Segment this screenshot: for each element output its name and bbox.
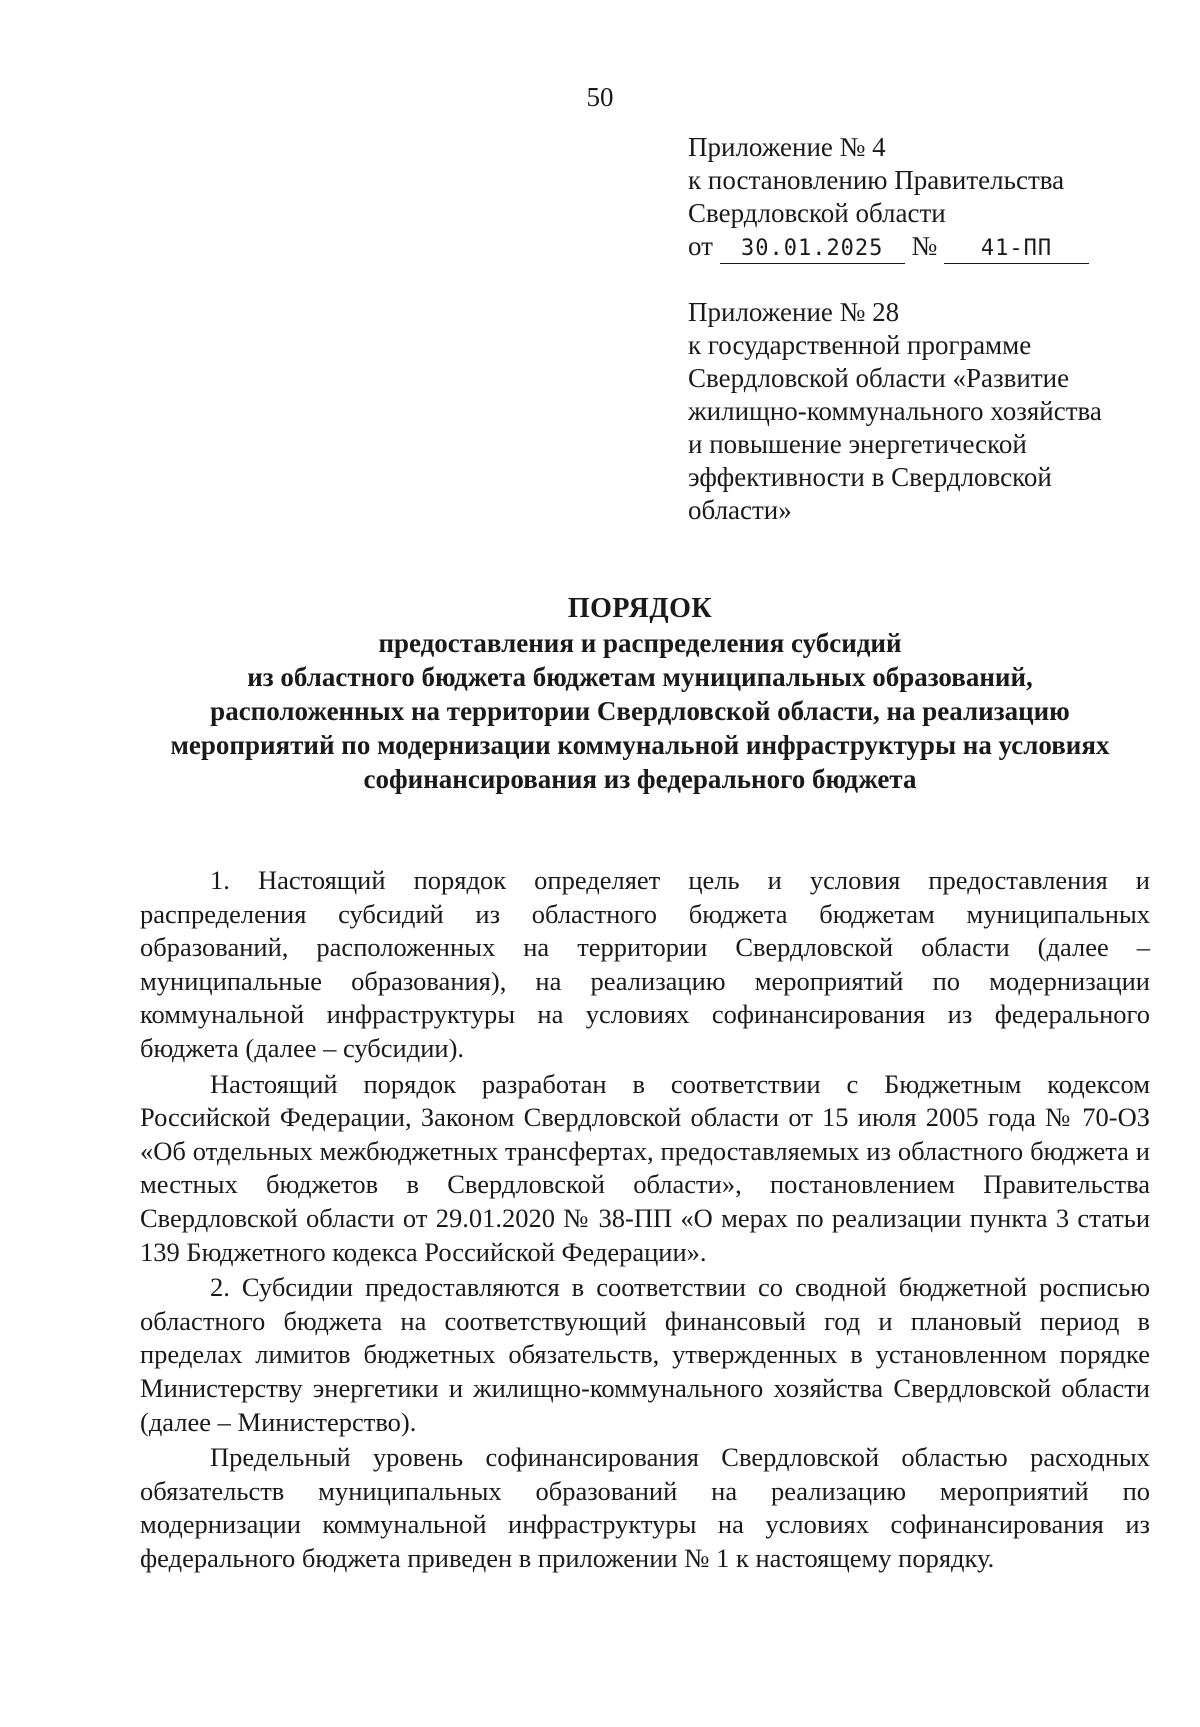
document-body xyxy=(140,864,1150,1577)
page-number: 50 xyxy=(586,82,614,112)
attachment-line: области» xyxy=(688,495,792,525)
attachment-line: Приложение № 4 xyxy=(688,132,886,162)
attachment-block-resolution xyxy=(688,131,1128,264)
attachment-block-program xyxy=(688,296,1128,527)
paragraph-4: Предельный уровень софинансирования Свердловской областью расходных обязательств муниципальных образований на реализацию мероприятий по модернизации коммунальной инфраструктуры на условиях софинансирования из федерального бюджета приведен в приложении № 1 к настоящему порядку. xyxy=(140,1442,1150,1573)
number-prefix: № xyxy=(911,231,938,261)
attachment-date-line xyxy=(688,230,1128,264)
paragraph-3: 2. Субсидии предоставляются в соответствии со сводной бюджетной росписью областного бюджета на соответствующий финансовый год и плановый период в пределах лимитов бюджетных обязательств, утвержденных в установленном порядке Министерству энергетики и жилищно-коммунального хозяйства Свердловской области (далее – Министерство). xyxy=(140,1272,1150,1437)
attachment-line: эффективности в Свердловской xyxy=(688,462,1052,492)
resolution-date: 30.01.2025 xyxy=(720,235,905,264)
resolution-number: 41-ПП xyxy=(944,235,1089,264)
attachment-line: жилищно-коммунального хозяйства xyxy=(688,396,1102,426)
attachment-line: и повышение энергетической xyxy=(688,429,1027,459)
attachment-line: Приложение № 28 xyxy=(688,297,900,327)
title-line: из областного бюджета бюджетам муниципальных образований, xyxy=(247,662,1033,692)
attachment-line: к постановлению Правительства xyxy=(688,165,1065,195)
title-heading: ПОРЯДОК xyxy=(567,593,713,624)
attachment-line: к государственной программе xyxy=(688,330,1032,360)
title-line: мероприятий по модернизации коммунальной инфраструктуры на условиях xyxy=(170,730,1110,760)
paragraph-2: Настоящий порядок разработан в соответствии с Бюджетным кодексом Российской Федерации, Законом Свердловской области от 15 июля 2005 года № 70-ОЗ «Об отдельных межбюджетных трансфертах, предоставляемых из областного бюджета и местных бюджетов в Свердловской области», постановлением Правительства Свердловской области от 29.01.2020 № 38-ПП «О мерах по реализации пункта 3 статьи 139 Бюджетного кодекса Российской Федерации». xyxy=(140,1068,1150,1267)
date-prefix: от xyxy=(688,231,713,261)
paragraph-1: 1. Настоящий порядок определяет цель и условия предоставления и распределения субсидий из областного бюджета бюджетам муниципальных образований, расположенных на территории Свердловской области (далее – муниципальные образования), на реализацию мероприятий по модернизации коммунальной инфраструктуры на условиях софинансирования из федерального бюджета (далее – субсидии). xyxy=(140,865,1150,1063)
attachment-line: Свердловской области «Развитие xyxy=(688,363,1070,393)
title-line: софинансирования из федерального бюджета xyxy=(363,764,917,794)
title-line: предоставления и распределения субсидий xyxy=(378,628,902,658)
title-line: расположенных на территории Свердловской области, на реализацию xyxy=(210,696,1070,726)
attachment-line: Свердловской области xyxy=(688,198,946,228)
document-title xyxy=(130,592,1150,796)
